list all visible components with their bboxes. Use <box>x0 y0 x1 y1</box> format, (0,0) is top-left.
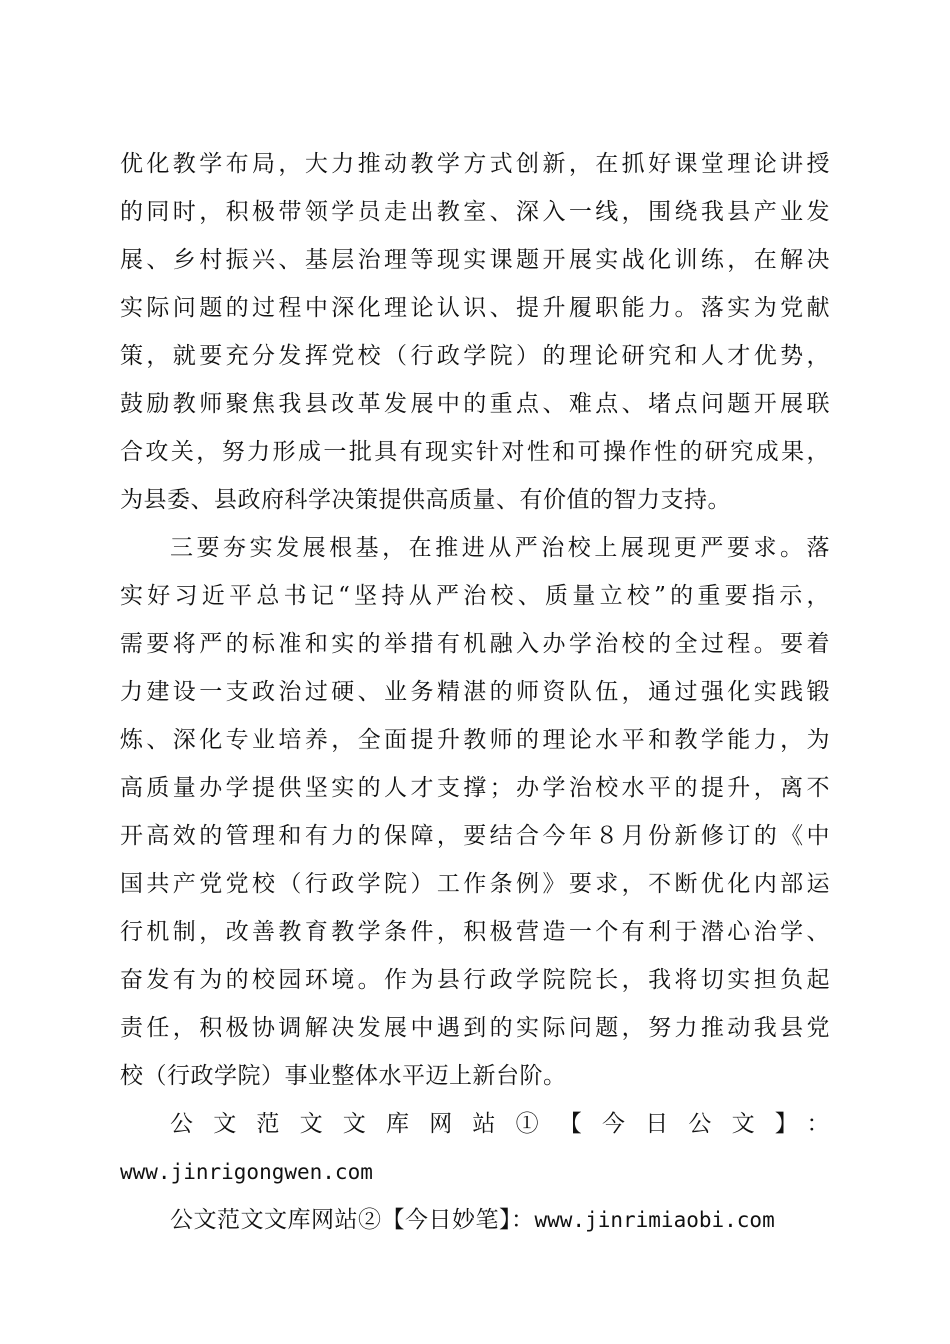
paragraph-line: 展、乡村振兴、基层治理等现实课题开展实战化训练，在解决 <box>120 247 830 273</box>
paragraph-line: 需要将严的标准和实的举措有机融入办学治校的全过程。要着 <box>120 631 830 657</box>
paragraph-line: 三要夯实发展根基，在推进从严治校上展现更严要求。落 <box>170 535 830 561</box>
paragraph-line: 合攻关，努力形成一批具有现实针对性和可操作性的研究成果， <box>120 439 830 465</box>
paragraph-line: 高质量办学提供坚实的人才支撑；办学治校水平的提升，离不 <box>120 775 830 801</box>
footer-site-2 <box>120 1196 830 1244</box>
paragraph-line: 责任，积极协调解决发展中遇到的实际问题，努力推动我县党 <box>120 1015 830 1041</box>
paragraph-line: 实际问题的过程中深化理论认识、提升履职能力。落实为党献 <box>120 295 830 321</box>
footer-site-1 <box>120 1100 830 1196</box>
paragraph-1 <box>120 140 830 524</box>
paragraph-line: 国共产党党校（行政学院）工作条例》要求，不断优化内部运 <box>120 871 830 897</box>
footer-site-1-url[interactable]: www.jinrigongwen.com <box>120 1160 373 1184</box>
paragraph-line: 力建设一支政治过硬、业务精湛的师资队伍，通过强化实践锻 <box>120 679 830 705</box>
paragraph-line: 炼、深化专业培养，全面提升教师的理论水平和教学能力，为 <box>120 727 830 753</box>
paragraph-line: 鼓励教师聚焦我县改革发展中的重点、难点、堵点问题开展联 <box>120 391 830 417</box>
paragraph-line: 实好习近平总书记“坚持从严治校、质量立校”的重要指示， <box>120 583 830 609</box>
paragraph-line: 优化教学布局，大力推动教学方式创新，在抓好课堂理论讲授 <box>120 151 830 177</box>
paragraph-2 <box>120 524 830 1100</box>
footer-site-1-label: 公文范文文库网站①【今日公文】： <box>170 1111 830 1137</box>
paragraph-line: 策，就要充分发挥党校（行政学院）的理论研究和人才优势， <box>120 343 830 369</box>
document-body <box>120 140 830 1244</box>
paragraph-line: 的同时，积极带领学员走出教室、深入一线，围绕我县产业发 <box>120 199 830 225</box>
paragraph-line: 开高效的管理和有力的保障，要结合今年８月份新修订的《中 <box>120 823 830 849</box>
paragraph-line: 校（行政学院）事业整体水平迈上新台阶。 <box>120 1063 567 1089</box>
paragraph-line: 奋发有为的校园环境。作为县行政学院院长，我将切实担负起 <box>120 967 830 993</box>
paragraph-line: 行机制，改善教育教学条件，积极营造一个有利于潜心治学、 <box>120 919 830 945</box>
footer-site-2-label: 公文范文文库网站②【今日妙笔】： <box>170 1207 535 1233</box>
footer-site-2-url[interactable]: www.jinrimiaobi.com <box>534 1208 775 1232</box>
paragraph-line: 为县委、县政府科学决策提供高质量、有价值的智力支持。 <box>120 487 731 513</box>
